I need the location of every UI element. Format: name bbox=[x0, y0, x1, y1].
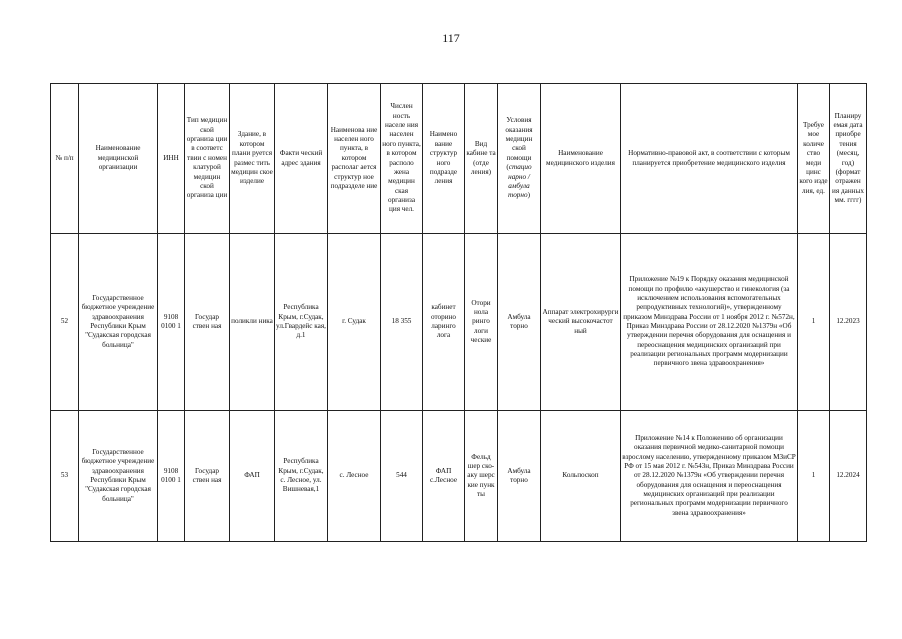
equipment-purchase-table bbox=[50, 83, 867, 542]
cell-unit-name: кабинет оторино ларинго лога bbox=[423, 234, 465, 411]
cell-inn: 9108 0100 1 bbox=[158, 411, 185, 542]
cell-conditions: Амбула торно bbox=[498, 234, 541, 411]
header-org-type: Тип медицин ской организа ции в соответс твии с номен клатурой медицин ской организа ции bbox=[185, 84, 230, 234]
cell-address: Республика Крым, г.Судак, с. Лесное, ул. Вишневая,1 bbox=[275, 411, 328, 542]
cell-population: 18 355 bbox=[381, 234, 423, 411]
header-conditions bbox=[498, 84, 541, 234]
cell-conditions: Амбула торно bbox=[498, 411, 541, 542]
cell-address: Республика Крым, г.Судак, ул.Гвардейс кая, д.1 bbox=[275, 234, 328, 411]
header-conditions-close: ) bbox=[527, 191, 530, 200]
cell-num: 52 bbox=[51, 234, 79, 411]
header-quantity: Требуе мое количе ство меди цинс кого изде лия, ед. bbox=[798, 84, 830, 234]
cell-cabinet: Отори нола ринго логи ческие bbox=[465, 234, 498, 411]
cell-settlement: г. Судак bbox=[328, 234, 381, 411]
cell-planned-date: 12.2024 bbox=[830, 411, 867, 542]
table-header-row bbox=[51, 84, 867, 234]
cell-planned-date: 12.2023 bbox=[830, 234, 867, 411]
cell-settlement: с. Лесное bbox=[328, 411, 381, 542]
header-planned-date: Планиру емая дата приобре тения (месяц, год) (формат отражен ия данных мм. гггг) bbox=[830, 84, 867, 234]
header-population: Числен ность населе ния населен ного пункта, в котором располо жена медицин ская организа ция чел. bbox=[381, 84, 423, 234]
cell-quantity: 1 bbox=[798, 411, 830, 542]
header-building: Здание, в котором плани руется размес тить медицин ское изделие bbox=[230, 84, 275, 234]
cell-device-name: Кольпоскоп bbox=[541, 411, 621, 542]
cell-num: 53 bbox=[51, 411, 79, 542]
header-legal-act: Нормативно-правовой акт, в соответствии с которым планируется приобретение медицинского изделия bbox=[621, 84, 798, 234]
header-conditions-main: Условия оказания медицин ской помощи ( bbox=[505, 116, 533, 172]
header-num: № п/п bbox=[51, 84, 79, 234]
cell-building: поликли ника bbox=[230, 234, 275, 411]
cell-inn: 9108 0100 1 bbox=[158, 234, 185, 411]
header-settlement: Наименова ние населен ного пункта, в котором располаг ается структур ное подразделе ние bbox=[328, 84, 381, 234]
cell-legal-act: Приложение №19 к Порядку оказания медицинской помощи по профилю «акушерство и гинекология (за исключением использования вспомогательных репродуктивных технологий)», утвержденному приказом Минздрава России от 1 ноября 2012 г. №572н, Приказ Минздрава России от 28.12.2020 №1379н «Об утверждении перечня оборудования для оснащения и переоснащения медицинских организаций при реализации региональных программ модернизации первичного звена здравоохранения» bbox=[621, 234, 798, 411]
cell-device-name: Аппарат электрохирурги ческий высокочастот ный bbox=[541, 234, 621, 411]
header-conditions-italic: стацио нарно / амбула торно bbox=[508, 163, 532, 200]
cell-org-name: Государственное бюджетное учреждение здравоохранения Республики Крым "Судакская городская больница" bbox=[79, 411, 158, 542]
header-device-name: Наименование медицинского изделия bbox=[541, 84, 621, 234]
header-unit-name: Наимено вание структур ного подразде ления bbox=[423, 84, 465, 234]
cell-unit-name: ФАП с.Лесное bbox=[423, 411, 465, 542]
header-address: Факти ческий адрес здания bbox=[275, 84, 328, 234]
header-org-name: Наименование медицинской организации bbox=[79, 84, 158, 234]
cell-building: ФАП bbox=[230, 411, 275, 542]
cell-quantity: 1 bbox=[798, 234, 830, 411]
page-number: 117 bbox=[442, 31, 460, 45]
cell-org-type: Государ ствен ная bbox=[185, 411, 230, 542]
cell-population: 544 bbox=[381, 411, 423, 542]
header-inn: ИНН bbox=[158, 84, 185, 234]
header-cabinet: Вид кабине та (отде ления) bbox=[465, 84, 498, 234]
table-row bbox=[51, 234, 867, 411]
table-row bbox=[51, 411, 867, 542]
cell-legal-act: Приложение №14 к Положению об организации оказания первичной медико-санитарной помощи взрослому населению, утвержденному приказом МЗиСР РФ от 15 мая 2012 г. №543н, Приказ Минздрава России от 28.12.2020 №1379н «Об утверждении перечня оборудования для оснащения и переоснащения медицинских организаций при реализации региональных программ модернизации первичного звена здравоохранения» bbox=[621, 411, 798, 542]
cell-cabinet: Фельд шер ско- аку шерс кие пунк ты bbox=[465, 411, 498, 542]
cell-org-type: Государ ствен ная bbox=[185, 234, 230, 411]
cell-org-name: Государственное бюджетное учреждение здравоохранения Республики Крым "Судакская городская больница" bbox=[79, 234, 158, 411]
